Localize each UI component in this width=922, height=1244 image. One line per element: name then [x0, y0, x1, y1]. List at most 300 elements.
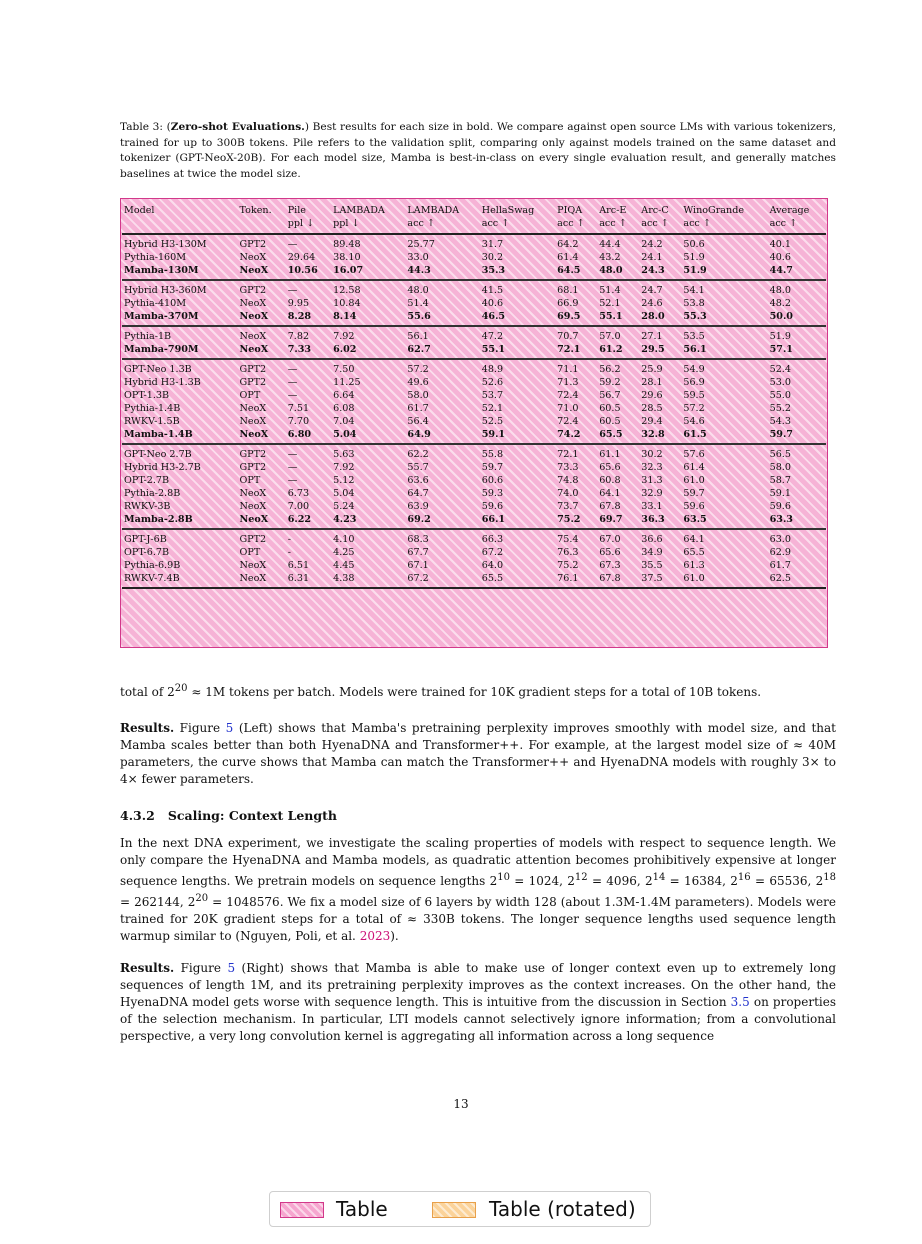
- column-header: HellaSwag: [481, 205, 535, 216]
- table-cell: 71.1: [555, 359, 597, 376]
- table-cell: 7.51: [287, 403, 310, 414]
- table-cell: 67.1: [407, 560, 429, 571]
- ctx-exp3: 14: [652, 872, 666, 883]
- table-cell: NeoX: [239, 560, 267, 571]
- table-cell: 58.0: [407, 390, 429, 401]
- table-cell: 7.70: [287, 416, 310, 427]
- table-cell: 52.1: [599, 298, 621, 309]
- table-cell: 68.1: [555, 280, 597, 297]
- table-cell: 5.04: [333, 488, 355, 499]
- column-metric: acc ↑: [555, 217, 597, 234]
- table-cell: 63.9: [407, 501, 429, 512]
- table-size-group: [122, 234, 826, 280]
- figure-ref-link-2[interactable]: 5: [227, 961, 236, 975]
- table-cell: 48.9: [480, 359, 555, 376]
- ctx-part3: = 4096, 2: [587, 874, 653, 888]
- table-cell: 25.9: [639, 359, 681, 376]
- table-row: [122, 461, 826, 474]
- table-cell: 67.8: [597, 572, 639, 588]
- model-name-cell: Hybrid H3-2.7B: [124, 462, 201, 473]
- table-cell: 56.2: [597, 359, 639, 376]
- table-cell: 31.3: [641, 475, 663, 486]
- table-cell: 6.22: [287, 514, 312, 525]
- ctx-part5: = 65536, 2: [750, 874, 824, 888]
- table-cell: OPT: [239, 475, 261, 486]
- table-cell: 57.1: [769, 344, 793, 355]
- model-name-cell: Hybrid H3-1.3B: [124, 377, 201, 388]
- table-cell: 24.6: [641, 298, 663, 309]
- column-metric: acc ↑: [597, 217, 639, 234]
- table-cell: 24.2: [641, 239, 663, 250]
- table-cell: 54.6: [683, 416, 705, 427]
- table-row: [122, 500, 826, 513]
- table-cell: 28.5: [641, 403, 663, 414]
- table-row: [122, 474, 826, 487]
- table-cell: 7.82: [286, 326, 331, 343]
- table-cell: 28.1: [641, 377, 663, 388]
- table-cell: 55.2: [769, 403, 791, 414]
- table-row: [122, 310, 826, 326]
- table-cell: NeoX: [238, 326, 286, 343]
- table-cell: 59.3: [481, 488, 504, 499]
- caption-bold: Zero-shot Evaluations.: [170, 121, 305, 133]
- table-cell: 12.58: [331, 280, 405, 297]
- table-cell: OPT: [239, 547, 261, 558]
- tokens-post: ≈ 1M tokens per batch. Models were trained for 10K gradient steps for a total of 10B tokens.: [187, 685, 762, 699]
- table-cell: 4.23: [333, 514, 357, 525]
- results-paragraph-1: [120, 720, 836, 788]
- table-cell: —: [287, 390, 298, 401]
- table-cell: 60.5: [599, 403, 621, 414]
- table-cell: 67.3: [599, 560, 621, 571]
- table-cell: 47.2: [480, 326, 555, 343]
- table-size-group: [122, 280, 826, 326]
- table-cell: —: [286, 359, 331, 376]
- table-cell: 56.1: [405, 326, 479, 343]
- model-name-cell: GPT-Neo 2.7B: [122, 444, 238, 461]
- table-cell: GPT2: [239, 239, 267, 250]
- table-cell: 59.7: [683, 488, 705, 499]
- table-cell: 62.9: [769, 547, 791, 558]
- table-cell: 59.6: [769, 501, 791, 512]
- model-name-cell: Mamba-370M: [124, 311, 199, 322]
- table-cell: 48.2: [769, 298, 791, 309]
- table-cell: 53.5: [681, 326, 767, 343]
- table-cell: 6.08: [333, 403, 355, 414]
- table-cell: NeoX: [239, 265, 269, 276]
- table-cell: 64.1: [681, 529, 767, 546]
- table-cell: 6.80: [287, 429, 312, 440]
- table-cell: 59.6: [481, 501, 504, 512]
- table-cell: NeoX: [239, 514, 269, 525]
- model-name-cell: RWKV-7.4B: [122, 572, 238, 588]
- table-cell: 6.73: [287, 488, 310, 499]
- table-cell: 6.31: [286, 572, 331, 588]
- table-cell: 33.0: [407, 252, 429, 263]
- section-title: Scaling: Context Length: [167, 808, 337, 823]
- table-cell: 41.5: [480, 280, 555, 297]
- table-cell: 32.9: [641, 488, 663, 499]
- table-size-group: [122, 359, 826, 444]
- column-header: Model: [124, 205, 155, 216]
- table-cell: 55.3: [683, 311, 707, 322]
- table-cell: 64.5: [557, 265, 581, 276]
- table-cell: NeoX: [238, 572, 286, 588]
- table-cell: —: [287, 475, 298, 486]
- table-cell: 62.5: [768, 572, 826, 588]
- column-header: Average: [769, 205, 810, 216]
- table-cell: 29.64: [287, 252, 316, 263]
- ctx-part7: = 1048576. We fix a model size of 6 layers by width 128 (about 1.3M-1.4M parameters). Models were trained for 20K gradient steps for a total of ≈ 330B tokens. The longer sequence lengths used sequence length warmup similar to (Nguyen, Poli, et al.: [120, 895, 836, 943]
- table-cell: NeoX: [239, 501, 267, 512]
- table-cell: 56.7: [599, 390, 621, 401]
- table-cell: 61.1: [597, 444, 639, 461]
- legend-label-table: Table: [336, 1197, 388, 1221]
- table-cell: 57.2: [405, 359, 479, 376]
- table-cell: 61.4: [683, 462, 705, 473]
- results2-post: on properties of the selection mechanism. In particular, LTI models cannot selectively ignore information; from a convolutional perspective, a very long convolution kernel is aggregating all information across a long sequence: [120, 995, 836, 1043]
- table-cell: 61.4: [557, 252, 579, 263]
- table-cell: 57.0: [597, 326, 639, 343]
- table-header-row-2: [122, 217, 826, 234]
- table-cell: 10.84: [333, 298, 361, 309]
- table-cell: 29.4: [641, 416, 663, 427]
- table-cell: 59.7: [481, 462, 504, 473]
- table-cell: GPT2: [239, 377, 267, 388]
- table-cell: 65.5: [599, 429, 623, 440]
- table-cell: 66.1: [481, 514, 506, 525]
- table-cell: 62.7: [407, 344, 431, 355]
- table-cell: 5.04: [333, 429, 357, 440]
- table-cell: 73.7: [557, 501, 579, 512]
- table-cell: 74.8: [557, 475, 579, 486]
- table-size-group: [122, 326, 826, 359]
- table-row: [122, 376, 826, 389]
- table-cell: GPT2: [238, 359, 286, 376]
- table-row: [122, 234, 826, 251]
- table-cell: 4.38: [331, 572, 405, 588]
- column-header: Arc-E: [599, 205, 627, 216]
- table-cell: 67.2: [405, 572, 479, 588]
- table-cell: 28.0: [641, 311, 665, 322]
- table-cell: 59.2: [599, 377, 621, 388]
- results-label-1: Results.: [120, 721, 175, 735]
- table-cell: 55.0: [769, 390, 791, 401]
- results1-pre: Figure: [174, 721, 226, 735]
- table-cell: 24.3: [641, 265, 665, 276]
- table-cell: 67.8: [599, 501, 621, 512]
- table-cell: OPT: [239, 390, 261, 401]
- column-header: PIQA: [557, 205, 583, 216]
- table-cell: 36.3: [641, 514, 665, 525]
- annotation-legend: [269, 1191, 651, 1227]
- table-cell: 6.02: [333, 344, 357, 355]
- table-cell: 48.0: [405, 280, 479, 297]
- table-cell: 30.2: [481, 252, 504, 263]
- table-cell: 56.9: [683, 377, 705, 388]
- table-cell: 38.10: [333, 252, 361, 263]
- section-ref-link[interactable]: 3.5: [730, 995, 750, 1009]
- ctx-exp1: 10: [497, 872, 510, 883]
- ctx-exp5: 18: [823, 872, 836, 883]
- table-cell: 71.3: [557, 377, 579, 388]
- ctx-part8: ).: [390, 929, 399, 943]
- table-cell: 6.51: [287, 560, 310, 571]
- page-number: 13: [453, 1097, 469, 1111]
- table-cell: 59.5: [683, 390, 705, 401]
- table-cell: 50.6: [683, 239, 705, 250]
- table-cell: 29.6: [641, 390, 663, 401]
- table-cell: 51.9: [683, 252, 705, 263]
- table-cell: 64.2: [557, 239, 579, 250]
- table-swatch-icon: [280, 1202, 324, 1218]
- results-paragraph-2: [120, 960, 836, 1045]
- table-cell: 56.4: [407, 416, 429, 427]
- table-cell: 5.24: [333, 501, 355, 512]
- section-heading: [120, 808, 337, 823]
- table-cell: 54.3: [769, 416, 791, 427]
- table-cell: 69.5: [557, 311, 581, 322]
- table-cell: 72.1: [555, 444, 597, 461]
- table-cell: 4.45: [333, 560, 355, 571]
- table-cell: 67.0: [597, 529, 639, 546]
- table-cell: 30.2: [639, 444, 681, 461]
- table-cell: 53.8: [683, 298, 705, 309]
- table-cell: 32.3: [641, 462, 663, 473]
- tokens-paragraph: [120, 680, 836, 701]
- table-cell: 59.1: [769, 488, 791, 499]
- table-cell: NeoX: [239, 344, 269, 355]
- table-cell: 61.7: [407, 403, 429, 414]
- table-cell: 31.7: [481, 239, 504, 250]
- table-cell: 64.9: [407, 429, 431, 440]
- table-cell: GPT2: [238, 280, 286, 297]
- table-cell: 57.6: [681, 444, 767, 461]
- table-cell: 34.9: [641, 547, 663, 558]
- model-name-cell: OPT-2.7B: [124, 475, 170, 486]
- table-cell: NeoX: [239, 311, 269, 322]
- table-cell: 5.12: [333, 475, 355, 486]
- ctx-exp4: 16: [737, 872, 751, 883]
- table-cell: 7.33: [287, 344, 312, 355]
- table-cell: 63.5: [683, 514, 707, 525]
- table-cell: —: [286, 280, 331, 297]
- table-cell: 40.1: [769, 239, 791, 250]
- ctx-exp6: 20: [195, 893, 209, 904]
- table-row: [122, 428, 826, 444]
- table-cell: 43.2: [599, 252, 621, 263]
- table-cell: NeoX: [239, 429, 269, 440]
- table-row: [122, 444, 826, 461]
- table-row: [122, 343, 826, 359]
- table-cell: 65.5: [683, 547, 705, 558]
- model-name-cell: Mamba-130M: [124, 265, 199, 276]
- table-cell: 71.0: [557, 403, 579, 414]
- table-cell: 57.2: [683, 403, 705, 414]
- table-cell: 89.48: [333, 239, 361, 250]
- table-cell: 55.1: [599, 311, 623, 322]
- column-header: WinoGrande: [683, 205, 745, 216]
- legend-label-table-rotated: Table (rotated): [489, 1197, 636, 1221]
- table-cell: 60.5: [599, 416, 621, 427]
- table-cell: 48.0: [599, 265, 623, 276]
- table-cell: 53.7: [481, 390, 504, 401]
- table-cell: 7.50: [331, 359, 405, 376]
- section-number: 4.3.2: [120, 808, 155, 823]
- table-cell: 7.00: [287, 501, 310, 512]
- caption-text: ) Best results for each size in bold. We compare against open source LMs with various tokenizers, trained for up to 300B tokens. Pile refers to the validation split, comparing only against models trained on the same dataset and tokenizer (GPT-NeoX-20B). For each model size, Mamba is best-in-class on every single evaluation result, and generally matches baselines at twice the model size.: [120, 121, 837, 180]
- table-cell: 66.9: [557, 298, 579, 309]
- table-row: [122, 559, 826, 572]
- table-cell: 67.2: [481, 547, 504, 558]
- table-header-row-1: [122, 200, 826, 217]
- table-cell: 48.0: [768, 280, 826, 297]
- table-cell: 68.3: [405, 529, 479, 546]
- table-cell: 64.7: [407, 488, 429, 499]
- table-cell: 8.14: [333, 311, 357, 322]
- model-name-cell: OPT-1.3B: [124, 390, 170, 401]
- table-cell: 25.77: [407, 239, 435, 250]
- column-header: LAMBADA: [407, 205, 460, 216]
- table-row: [122, 297, 826, 310]
- model-name-cell: Pythia-6.9B: [124, 560, 181, 571]
- table-cell: —: [287, 462, 298, 473]
- table-cell: 55.1: [481, 344, 506, 355]
- column-metric: acc ↑: [480, 217, 555, 234]
- table-cell: GPT2: [239, 462, 267, 473]
- table-cell: 37.5: [639, 572, 681, 588]
- table-row: [122, 251, 826, 264]
- results-label-2: Results.: [120, 961, 175, 975]
- table-cell: 65.6: [599, 547, 621, 558]
- model-name-cell: OPT-6.7B: [124, 547, 170, 558]
- table-cell: 63.0: [768, 529, 826, 546]
- table-cell: 36.6: [639, 529, 681, 546]
- context-length-paragraph: [120, 835, 836, 945]
- table-cell: 72.4: [557, 390, 579, 401]
- table-row: [122, 264, 826, 280]
- results1-post: (Left) shows that Mamba's pretraining perplexity improves smoothly with model size, and that Mamba scales better than both HyenaDNA and Transformer++. For example, at the largest model size of ≈ 40M parameters, the curve shows that Mamba can match the Transformer++ and HyenaDNA models with roughly 3× to 4× fewer parameters.: [120, 721, 837, 786]
- model-name-cell: Mamba-1.4B: [124, 429, 193, 440]
- table-cell: 54.1: [681, 280, 767, 297]
- citation-link[interactable]: 2023: [359, 929, 391, 943]
- table-cell: 72.4: [557, 416, 579, 427]
- table-rotated-swatch-icon: [432, 1202, 476, 1218]
- table-cell: 7.92: [333, 462, 355, 473]
- table-cell: 50.0: [769, 311, 793, 322]
- tokens-sup: 20: [174, 683, 188, 694]
- table-cell: 33.1: [641, 501, 663, 512]
- model-name-cell: RWKV-1.5B: [124, 416, 180, 427]
- table-cell: 8.28: [287, 311, 312, 322]
- table-cell: 70.7: [555, 326, 597, 343]
- table-cell: 51.4: [597, 280, 639, 297]
- table-cell: 64.1: [599, 488, 621, 499]
- model-name-cell: Hybrid H3-360M: [122, 280, 238, 297]
- table-cell: 75.4: [555, 529, 597, 546]
- table-cell: 6.64: [333, 390, 355, 401]
- table-cell: 61.2: [599, 344, 623, 355]
- column-header: Token.: [239, 205, 272, 216]
- table-row: [122, 326, 826, 343]
- table-row: [122, 572, 826, 588]
- table-cell: NeoX: [239, 252, 267, 263]
- column-metric: acc ↑: [639, 217, 681, 234]
- table-cell: 55.6: [407, 311, 431, 322]
- ctx-part6: = 262144, 2: [120, 895, 196, 909]
- table-cell: 24.7: [639, 280, 681, 297]
- table-cell: 10.56: [287, 265, 318, 276]
- table-row: [122, 513, 826, 529]
- model-name-cell: Hybrid H3-130M: [124, 239, 207, 250]
- table-cell: 40.6: [481, 298, 504, 309]
- table-cell: 64.0: [481, 560, 504, 571]
- table-cell: 61.5: [683, 429, 707, 440]
- table-cell: 56.1: [683, 344, 707, 355]
- figure-ref-link-1[interactable]: 5: [225, 721, 234, 735]
- table-cell: 69.7: [599, 514, 623, 525]
- table-cell: —: [286, 444, 331, 461]
- table-row: [122, 487, 826, 500]
- ctx-exp2: 12: [574, 872, 588, 883]
- table-cell: 63.6: [407, 475, 429, 486]
- table-cell: 5.63: [331, 444, 405, 461]
- table-cell: 4.25: [333, 547, 355, 558]
- table-cell: NeoX: [239, 403, 267, 414]
- table-cell: 59.1: [481, 429, 506, 440]
- ctx-part2: = 1024, 2: [509, 874, 575, 888]
- table-cell: 59.7: [769, 429, 793, 440]
- table-cell: NeoX: [239, 298, 267, 309]
- caption-label: Table 3: (: [120, 121, 171, 133]
- table-size-group: [122, 529, 826, 588]
- table-row: [122, 280, 826, 297]
- table-cell: -: [287, 547, 291, 558]
- table-cell: 62.2: [405, 444, 479, 461]
- results2-mid: (Right) shows that Mamba is able to make use of longer context even up to extremely long sequences of length 1M, and its pretraining perplexity improves as the context increases. On the other hand, the HyenaDNA model gets worse with sequence length. This is intuitive from the discussion in Section: [120, 961, 836, 1009]
- table-row: [122, 402, 826, 415]
- table-cell: 40.6: [769, 252, 791, 263]
- table-cell: 44.3: [407, 265, 431, 276]
- model-name-cell: Pythia-1.4B: [124, 403, 181, 414]
- table-cell: 59.6: [683, 501, 705, 512]
- table-cell: GPT2: [238, 444, 286, 461]
- table-cell: 72.1: [557, 344, 581, 355]
- table-cell: 66.3: [480, 529, 555, 546]
- table-row: [122, 546, 826, 559]
- table-cell: 75.2: [557, 514, 581, 525]
- column-header: Arc-C: [641, 205, 669, 216]
- table-cell: 65.6: [599, 462, 621, 473]
- ctx-part4: = 16384, 2: [665, 874, 738, 888]
- table-cell: 76.1: [555, 572, 597, 588]
- table-region-highlight: [120, 198, 828, 648]
- ctx-part1: In the next DNA experiment, we investigate the scaling properties of models with respect to sequence length. We only compare the HyenaDNA and Mamba models, as quadratic attention becomes prohibitively expensive at longer sequence lengths. We pretrain models on sequence lengths 2: [120, 836, 836, 888]
- table-cell: 44.4: [599, 239, 621, 250]
- column-header: Pile: [287, 205, 306, 216]
- table-cell: 44.7: [769, 265, 793, 276]
- table-cell: -: [286, 529, 331, 546]
- table-cell: 51.4: [407, 298, 429, 309]
- table-cell: 74.2: [557, 429, 581, 440]
- table-caption: [120, 120, 836, 182]
- table-cell: 46.5: [481, 311, 506, 322]
- table-cell: 60.6: [481, 475, 504, 486]
- table-row: [122, 415, 826, 428]
- table-cell: NeoX: [239, 416, 267, 427]
- model-name-cell: RWKV-3B: [124, 501, 171, 512]
- table-cell: 49.6: [407, 377, 429, 388]
